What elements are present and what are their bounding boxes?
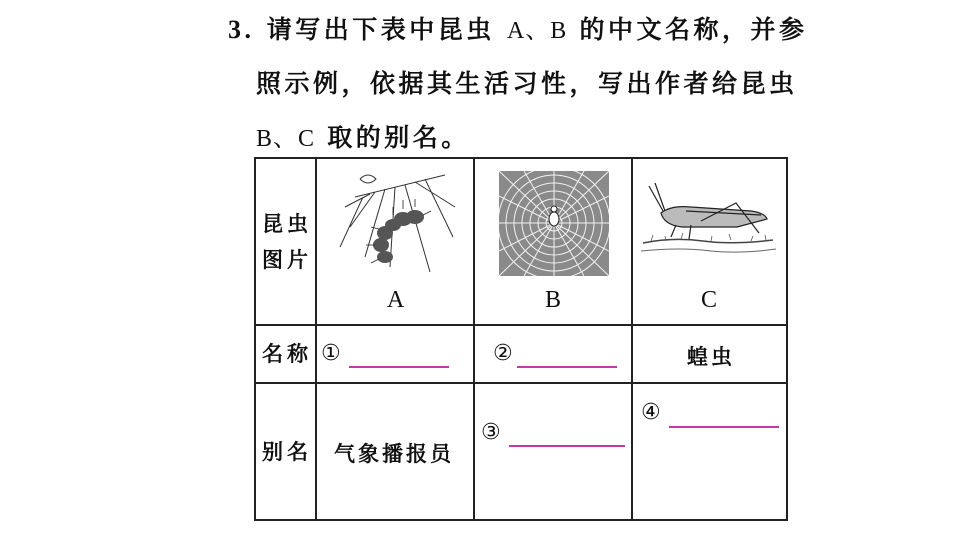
caterpillar-image	[335, 167, 460, 281]
answer-blank-4[interactable]	[669, 426, 779, 428]
alias-cell-b	[474, 383, 632, 520]
question-text-1a: 请写出下表中昆虫	[266, 15, 507, 44]
question-text-1-latin: A、B	[506, 18, 568, 44]
image-cell-c	[632, 158, 787, 325]
insect-table	[254, 157, 788, 521]
question-text-2: 照示例，依据其生活习性，写出作者给昆虫	[256, 69, 798, 98]
question-text-3-latin: B、C	[256, 126, 316, 152]
insect-alias-a: 气象播报员	[334, 442, 454, 466]
question-number: 3.	[228, 15, 255, 44]
row-label-images-bottom: 图片	[262, 248, 312, 272]
label-a: A	[387, 287, 405, 313]
row-label-cell-images	[255, 158, 316, 325]
image-cell-a	[316, 158, 474, 325]
table-row-aliases	[255, 383, 787, 520]
alias-cell-a	[316, 383, 474, 520]
answer-blank-2[interactable]	[517, 366, 617, 368]
question-line-3	[256, 118, 470, 154]
name-cell-c	[632, 325, 787, 383]
blank-marker-2: ②	[493, 341, 513, 366]
label-c: C	[701, 287, 718, 313]
row-label-cell-aliases	[255, 383, 316, 520]
row-label-cell-names	[255, 325, 316, 383]
insect-name-c: 蝗虫	[687, 345, 735, 369]
row-label-name: 名称	[262, 342, 312, 366]
row-label-insect-image	[262, 206, 312, 278]
answer-blank-1[interactable]	[349, 366, 449, 368]
name-cell-b	[474, 325, 632, 383]
table-row-names	[255, 325, 787, 383]
question-line-1	[228, 10, 808, 46]
question-text-1b: 的中文名称，并参	[567, 15, 808, 44]
grasshopper-image	[641, 181, 776, 260]
label-b: B	[545, 287, 562, 313]
question-text-3b: 取的别名。	[315, 123, 470, 152]
blank-marker-4: ④	[641, 400, 661, 425]
question-line-2	[256, 64, 798, 100]
answer-blank-3[interactable]	[509, 445, 625, 447]
row-label-alias: 别名	[262, 440, 312, 464]
name-cell-a	[316, 325, 474, 383]
blank-marker-1: ①	[321, 341, 341, 366]
spider-web-image	[499, 171, 609, 280]
image-cell-b	[474, 158, 632, 325]
table-row-images	[255, 158, 787, 325]
blank-marker-3: ③	[481, 420, 501, 445]
row-label-images-top: 昆虫	[262, 212, 312, 236]
alias-cell-c	[632, 383, 787, 520]
